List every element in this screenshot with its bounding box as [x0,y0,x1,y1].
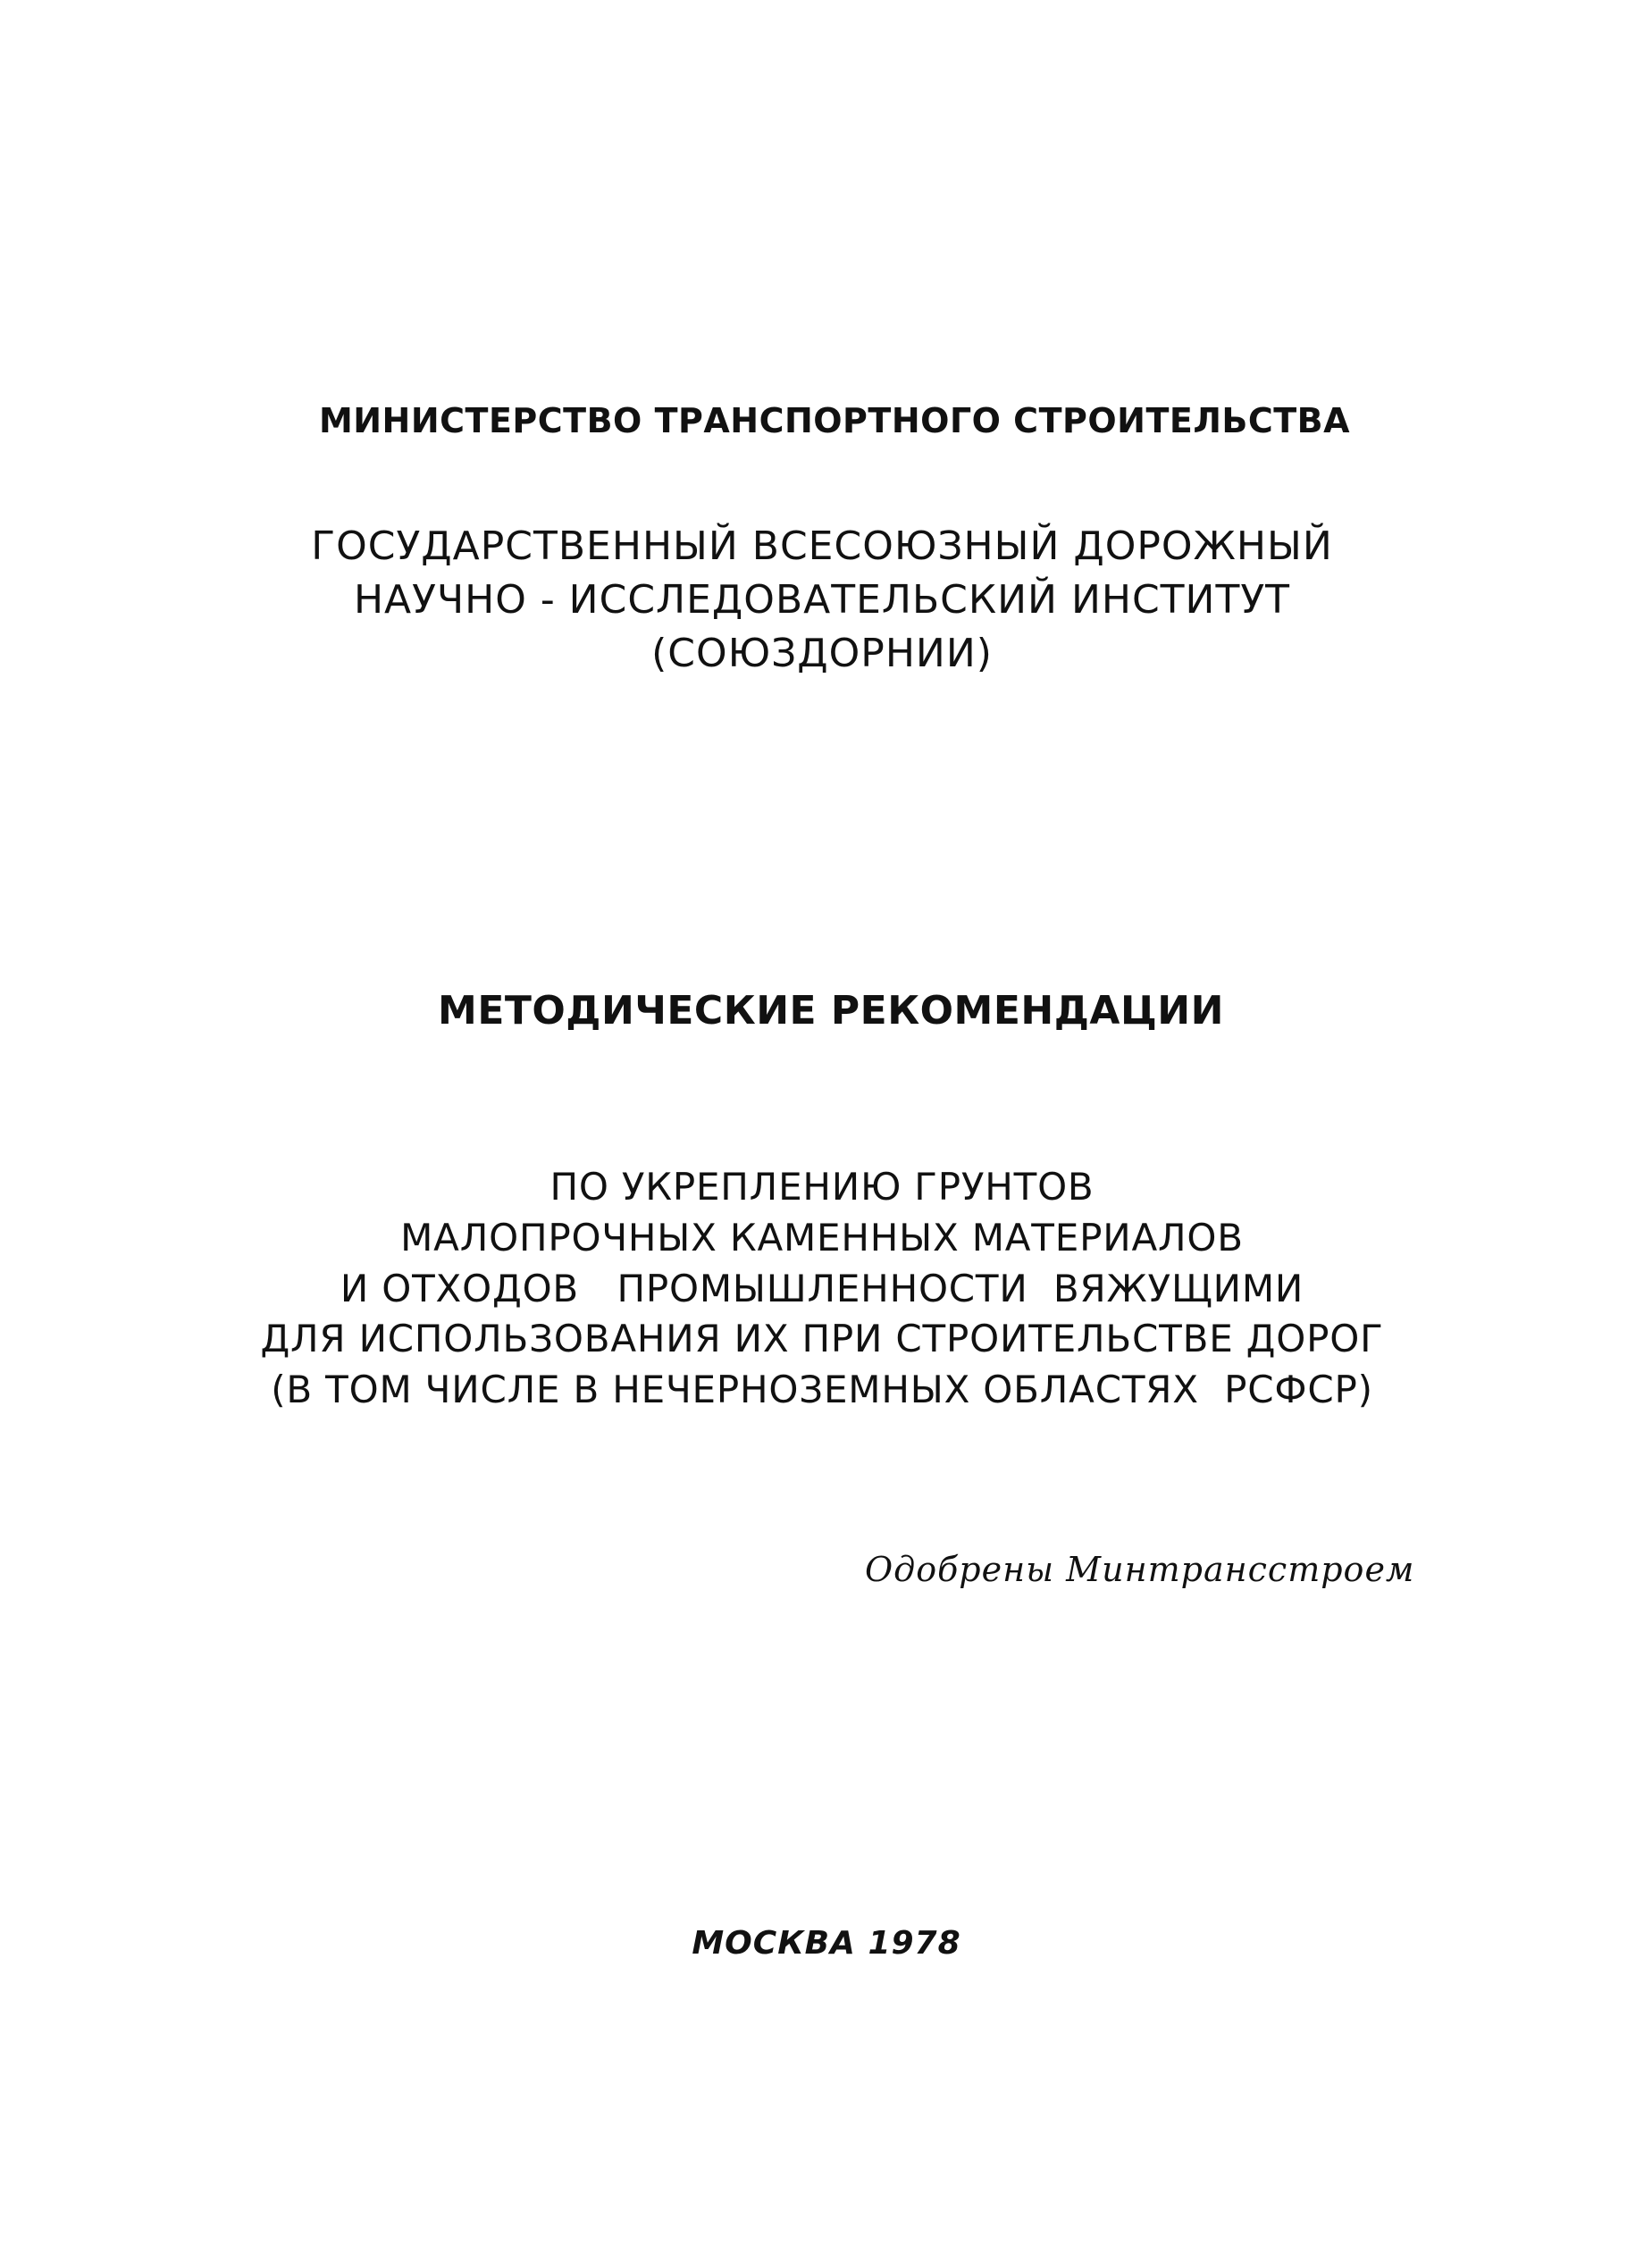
ministry-heading: МИНИСТЕРСТВО ТРАНСПОРТНОГО СТРОИТЕЛЬСТВА [318,401,1351,440]
institute-name-line-1: ГОСУДАРСТВЕННЫЙ ВСЕСОЮЗНЫЙ ДОРОЖНЫЙ [311,523,1333,569]
subtitle-line-3: И ОТХОДОВ ПРОМЫШЛЕННОСТИ ВЯЖУЩИМИ [340,1267,1304,1310]
approval-note: Одобрены Минтрансстроем [865,1550,1415,1589]
institute-abbreviation: (СОЮЗДОРНИИ) [651,631,993,676]
institute-name-line-2: НАУЧНО - ИССЛЕДОВАТЕЛЬСКИЙ ИНСТИТУТ [353,577,1291,623]
publication-place-year: МОСКВА 1978 [692,1925,961,1962]
subtitle-line-1: ПО УКРЕПЛЕНИЮ ГРУНТОВ [549,1165,1095,1209]
subtitle-line-4: ДЛЯ ИСПОЛЬЗОВАНИЯ ИХ ПРИ СТРОИТЕЛЬСТВЕ ДОРОГ [260,1317,1384,1360]
subtitle-line-5: (В ТОМ ЧИСЛЕ В НЕЧЕРНОЗЕМНЫХ ОБЛАСТЯХ РСФСР) [271,1368,1373,1411]
subtitle-line-2: МАЛОПРОЧНЫХ КАМЕННЫХ МАТЕРИАЛОВ [400,1216,1244,1260]
document-title: МЕТОДИЧЕСКИЕ РЕКОМЕНДАЦИИ [438,988,1224,1034]
